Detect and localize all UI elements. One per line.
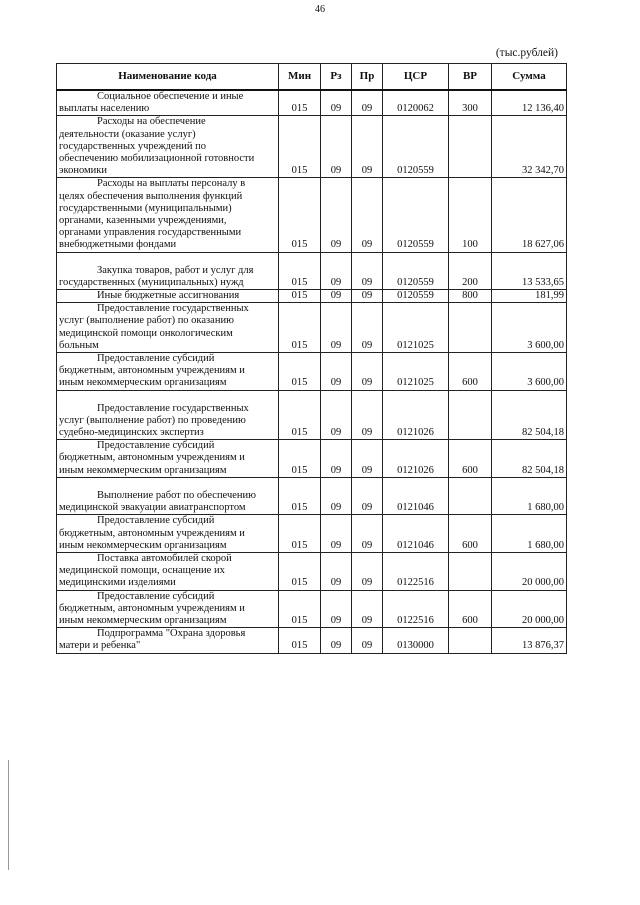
- cell-name: [57, 303, 279, 353]
- table-row: [57, 252, 567, 289]
- cell-min: 015: [279, 477, 321, 514]
- cell-vr: [449, 303, 492, 353]
- cell-rz: 09: [321, 590, 352, 628]
- cell-pr: 09: [352, 353, 383, 391]
- cell-min: 015: [279, 90, 321, 116]
- cell-min: 015: [279, 116, 321, 178]
- cell-name: [57, 590, 279, 628]
- cell-name-line: экономики: [59, 165, 107, 177]
- cell-rz: 09: [321, 477, 352, 514]
- cell-name: [57, 353, 279, 391]
- table-row: [57, 353, 567, 391]
- cell-min: 015: [279, 178, 321, 252]
- cell-csr: 0120062: [383, 90, 449, 116]
- cell-name-line: услуг (выполнение работ) по проведению: [59, 414, 246, 426]
- cell-name: [57, 116, 279, 178]
- cell-pr: 09: [352, 590, 383, 628]
- cell-name: [57, 390, 279, 440]
- cell-vr: 200: [449, 252, 492, 289]
- cell-sum: 82 504,18: [492, 440, 567, 478]
- cell-vr: 600: [449, 515, 492, 553]
- table-row: [57, 116, 567, 178]
- cell-vr: [449, 628, 492, 653]
- cell-pr: 09: [352, 552, 383, 590]
- cell-vr: 600: [449, 353, 492, 391]
- cell-csr: 0121025: [383, 353, 449, 391]
- cell-min: 015: [279, 590, 321, 628]
- cell-name-line: Расходы на обеспечение: [97, 116, 206, 128]
- cell-name-line: медицинскими изделиями: [59, 577, 176, 589]
- cell-name-line: государственных (муниципальных) нужд: [59, 276, 244, 288]
- cell-name-line: Предоставление государственных: [97, 402, 249, 414]
- cell-sum: 3 600,00: [492, 303, 567, 353]
- page-number: 46: [315, 4, 325, 15]
- cell-name-line: матери и ребенка": [59, 640, 141, 652]
- cell-rz: 09: [321, 116, 352, 178]
- cell-pr: 09: [352, 628, 383, 653]
- cell-csr: 0120559: [383, 252, 449, 289]
- cell-pr: 09: [352, 477, 383, 514]
- table-row: [57, 515, 567, 553]
- table-row: [57, 477, 567, 514]
- cell-name-line: медицинской эвакуации авиатранспортом: [59, 502, 246, 514]
- cell-name: [57, 90, 279, 116]
- cell-csr: 0121026: [383, 390, 449, 440]
- margin-rule: [8, 760, 9, 870]
- cell-rz: 09: [321, 178, 352, 252]
- cell-name-line: больным: [59, 339, 99, 351]
- cell-name-line: бюджетным, автономным учреждениям и: [59, 452, 245, 464]
- cell-name-line: выплаты населению: [59, 103, 150, 115]
- cell-rz: 09: [321, 440, 352, 478]
- table-row: [57, 178, 567, 252]
- cell-name-line: Выполнение работ по обеспечению: [97, 489, 256, 501]
- cell-min: 015: [279, 552, 321, 590]
- cell-pr: 09: [352, 440, 383, 478]
- col-header-pr: Пр: [352, 64, 383, 91]
- cell-sum: 1 680,00: [492, 477, 567, 514]
- cell-name-line: Предоставление субсидий: [97, 590, 215, 602]
- cell-name-line: Предоставление субсидий: [97, 515, 215, 527]
- cell-name-line: бюджетным, автономным учреждениям и: [59, 602, 245, 614]
- cell-csr: 0121025: [383, 303, 449, 353]
- cell-pr: 09: [352, 515, 383, 553]
- cell-name-line: Предоставление субсидий: [97, 353, 215, 365]
- cell-name: [57, 178, 279, 252]
- cell-name-line: медицинской помощи онкологическим: [59, 327, 233, 339]
- col-header-min: Мин: [279, 64, 321, 91]
- cell-csr: 0121046: [383, 515, 449, 553]
- cell-sum: 13 533,65: [492, 252, 567, 289]
- table-row: [57, 590, 567, 628]
- cell-name: [57, 628, 279, 653]
- cell-name-line: Подпрограмма "Охрана здоровья: [97, 628, 246, 640]
- cell-csr: 0121026: [383, 440, 449, 478]
- cell-name-line: органами управления государственными: [59, 227, 242, 239]
- cell-name-line: деятельности (оказание услуг): [59, 128, 196, 140]
- cell-vr: [449, 390, 492, 440]
- cell-csr: 0122516: [383, 590, 449, 628]
- cell-vr: 800: [449, 290, 492, 303]
- cell-vr: [449, 477, 492, 514]
- cell-rz: 09: [321, 390, 352, 440]
- cell-name: [57, 252, 279, 289]
- cell-name-line: иным некоммерческим организациям: [59, 539, 227, 551]
- cell-pr: 09: [352, 290, 383, 303]
- cell-vr: 300: [449, 90, 492, 116]
- cell-rz: 09: [321, 252, 352, 289]
- cell-sum: 82 504,18: [492, 390, 567, 440]
- col-header-name: Наименование кода: [57, 64, 279, 91]
- cell-sum: 13 876,37: [492, 628, 567, 653]
- units-label: (тыс.рублей): [495, 47, 558, 59]
- cell-sum: 3 600,00: [492, 353, 567, 391]
- cell-vr: 600: [449, 440, 492, 478]
- cell-rz: 09: [321, 515, 352, 553]
- cell-name-line: иным некоммерческим организациям: [59, 464, 227, 476]
- cell-vr: 100: [449, 178, 492, 252]
- cell-sum: 32 342,70: [492, 116, 567, 178]
- col-header-sum: Сумма: [492, 64, 567, 91]
- cell-name-line: иным некоммерческим организациям: [59, 377, 227, 389]
- cell-name-line: Предоставление субсидий: [97, 440, 215, 452]
- table-row: [57, 290, 567, 303]
- cell-name-line: [59, 253, 276, 265]
- cell-name-line: [59, 391, 276, 403]
- cell-sum: 20 000,00: [492, 590, 567, 628]
- cell-vr: [449, 116, 492, 178]
- cell-name-line: Предоставление государственных: [97, 303, 249, 315]
- cell-min: 015: [279, 440, 321, 478]
- cell-min: 015: [279, 303, 321, 353]
- cell-vr: 600: [449, 590, 492, 628]
- budget-table: [56, 63, 567, 654]
- cell-name-line: [59, 478, 276, 490]
- cell-name: [57, 290, 279, 303]
- cell-sum: 181,99: [492, 290, 567, 303]
- cell-min: 015: [279, 515, 321, 553]
- cell-vr: [449, 552, 492, 590]
- col-header-rz: Рз: [321, 64, 352, 91]
- cell-min: 015: [279, 390, 321, 440]
- cell-name-line: обеспечению мобилизационной готовности: [59, 153, 255, 165]
- cell-rz: 09: [321, 290, 352, 303]
- cell-sum: 20 000,00: [492, 552, 567, 590]
- cell-name: [57, 515, 279, 553]
- cell-name-line: Иные бюджетные ассигнования: [97, 290, 240, 302]
- cell-name-line: Закупка товаров, работ и услуг для: [97, 264, 254, 276]
- cell-name-line: Поставка автомобилей скорой: [97, 552, 232, 564]
- cell-min: 015: [279, 290, 321, 303]
- cell-rz: 09: [321, 303, 352, 353]
- cell-pr: 09: [352, 90, 383, 116]
- cell-pr: 09: [352, 116, 383, 178]
- cell-pr: 09: [352, 252, 383, 289]
- cell-rz: 09: [321, 628, 352, 653]
- cell-rz: 09: [321, 353, 352, 391]
- cell-name: [57, 552, 279, 590]
- cell-min: 015: [279, 252, 321, 289]
- table-row: [57, 90, 567, 116]
- cell-min: 015: [279, 628, 321, 653]
- cell-rz: 09: [321, 90, 352, 116]
- cell-name-line: Расходы на выплаты персоналу в: [97, 178, 246, 190]
- header-row: [57, 64, 567, 91]
- cell-name: [57, 440, 279, 478]
- cell-rz: 09: [321, 552, 352, 590]
- cell-name-line: судебно-медицинских экспертиз: [59, 427, 204, 439]
- cell-csr: 0120559: [383, 290, 449, 303]
- col-header-csr: ЦСР: [383, 64, 449, 91]
- cell-name-line: медицинской помощи, оснащение их: [59, 565, 225, 577]
- table-row: [57, 390, 567, 440]
- table-row: [57, 440, 567, 478]
- table-row: [57, 303, 567, 353]
- cell-sum: 18 627,06: [492, 178, 567, 252]
- cell-name-line: бюджетным, автономным учреждениям и: [59, 365, 245, 377]
- table-row: [57, 552, 567, 590]
- cell-name-line: услуг (выполнение работ) по оказанию: [59, 315, 234, 327]
- cell-csr: 0122516: [383, 552, 449, 590]
- cell-pr: 09: [352, 178, 383, 252]
- cell-name-line: целях обеспечения выполнения функций: [59, 190, 243, 202]
- cell-name-line: внебюджетными фондами: [59, 239, 177, 251]
- cell-csr: 0130000: [383, 628, 449, 653]
- cell-sum: 1 680,00: [492, 515, 567, 553]
- col-header-vr: ВР: [449, 64, 492, 91]
- table-row: [57, 628, 567, 653]
- cell-csr: 0121046: [383, 477, 449, 514]
- cell-csr: 0120559: [383, 178, 449, 252]
- cell-name: [57, 477, 279, 514]
- cell-name-line: иным некоммерческим организациям: [59, 614, 227, 626]
- cell-min: 015: [279, 353, 321, 391]
- cell-name-line: органами, казенными учреждениями,: [59, 215, 227, 227]
- cell-name-line: государственных учреждений по: [59, 140, 206, 152]
- cell-pr: 09: [352, 303, 383, 353]
- cell-name-line: бюджетным, автономным учреждениям и: [59, 527, 245, 539]
- cell-csr: 0120559: [383, 116, 449, 178]
- cell-pr: 09: [352, 390, 383, 440]
- cell-sum: 12 136,40: [492, 90, 567, 116]
- cell-name-line: Социальное обеспечение и иные: [97, 91, 244, 102]
- cell-name-line: государственными (муниципальными): [59, 202, 232, 214]
